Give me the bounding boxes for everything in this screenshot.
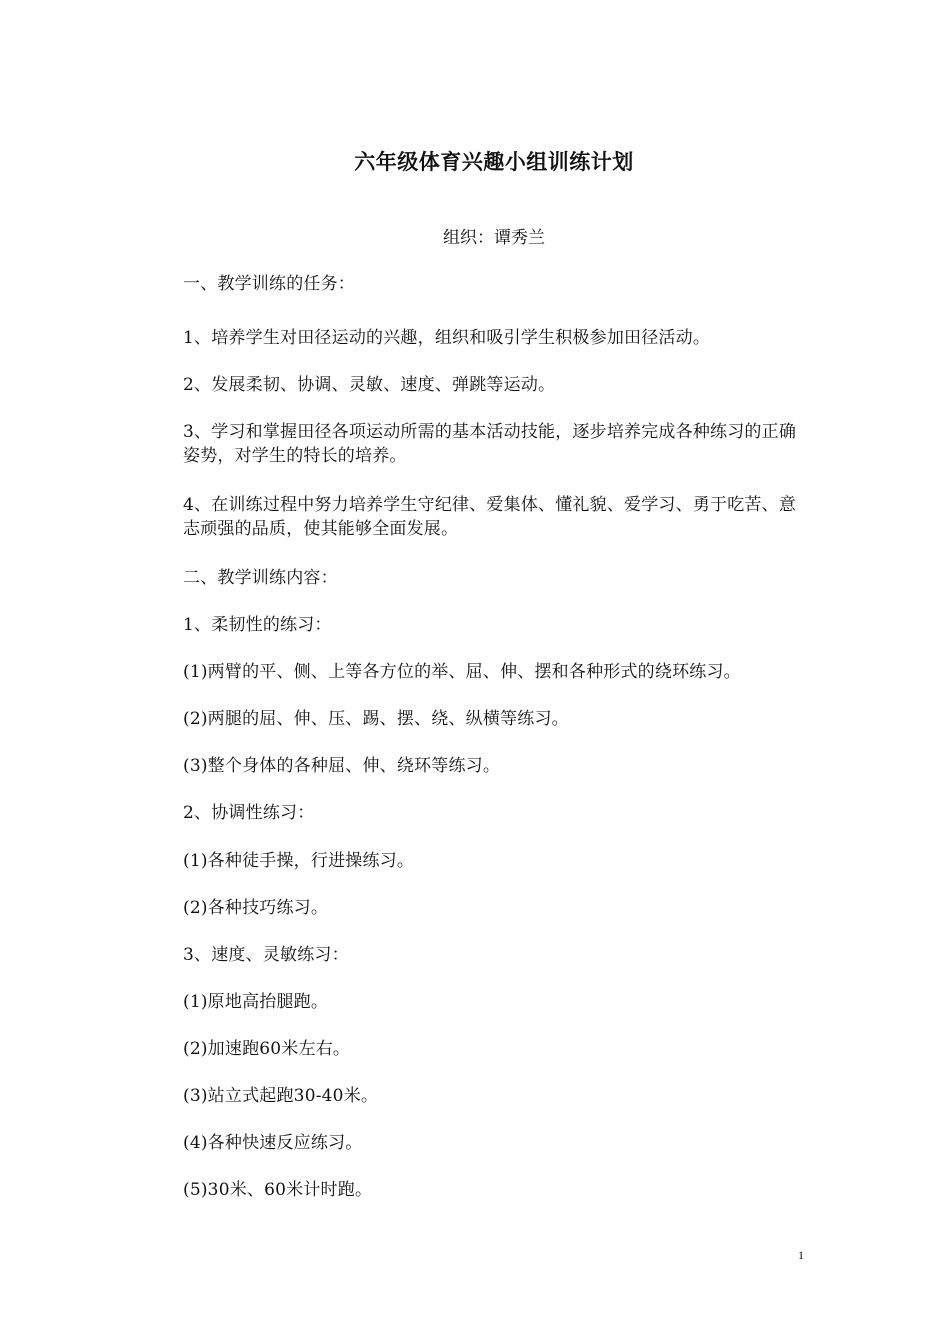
list-item-speed-3: (3)站立式起跑30-40米。 bbox=[183, 1086, 379, 1106]
subheading-flexibility: 1、柔韧性的练习： bbox=[183, 615, 332, 635]
paragraph-task-2: 2、发展柔韧、协调、灵敏、速度、弹跳等运动。 bbox=[183, 375, 556, 395]
list-item-flexibility-2: (2)两腿的屈、伸、压、踢、摆、绕、纵横等练习。 bbox=[183, 709, 569, 729]
list-item-speed-2: (2)加速跑60米左右。 bbox=[183, 1039, 351, 1059]
list-item-speed-5: (5)30米、60米计时跑。 bbox=[183, 1180, 373, 1200]
subheading-speed-agility: 3、速度、灵敏练习： bbox=[183, 945, 349, 965]
list-item-flexibility-3: (3)整个身体的各种屈、伸、绕环等练习。 bbox=[183, 756, 501, 776]
paragraph-task-1: 1、培养学生对田径运动的兴趣，组织和吸引学生积极参加田径活动。 bbox=[183, 328, 711, 348]
document-title: 六年级体育兴趣小组训练计划 bbox=[354, 150, 634, 174]
list-item-speed-1: (1)原地高抬腿跑。 bbox=[183, 992, 329, 1012]
section-heading-tasks: 一、教学训练的任务： bbox=[183, 274, 355, 294]
list-item-flexibility-1: (1)两臂的平、侧、上等各方位的举、屈、伸、摆和各种形式的绕环练习。 bbox=[183, 662, 741, 682]
page-number: 1 bbox=[798, 1248, 804, 1262]
list-item-speed-4: (4)各种快速反应练习。 bbox=[183, 1133, 363, 1153]
paragraph-task-3: 3、学习和掌握田径各项运动所需的基本活动技能，逐步培养完成各种练习的正确姿势，对学生的特长的培养。 bbox=[183, 422, 797, 466]
subheading-coordination: 2、协调性练习： bbox=[183, 803, 315, 823]
list-item-coordination-2: (2)各种技巧练习。 bbox=[183, 898, 329, 918]
document-organizer: 组织：谭秀兰 bbox=[443, 228, 545, 248]
paragraph-task-4: 4、在训练过程中努力培养学生守纪律、爱集体、懂礼貌、爱学习、勇于吃苦、意志顽强的品质，使其能够全面发展。 bbox=[183, 495, 797, 539]
section-heading-content: 二、教学训练内容： bbox=[183, 568, 338, 588]
list-item-coordination-1: (1)各种徒手操，行进操练习。 bbox=[183, 851, 415, 871]
